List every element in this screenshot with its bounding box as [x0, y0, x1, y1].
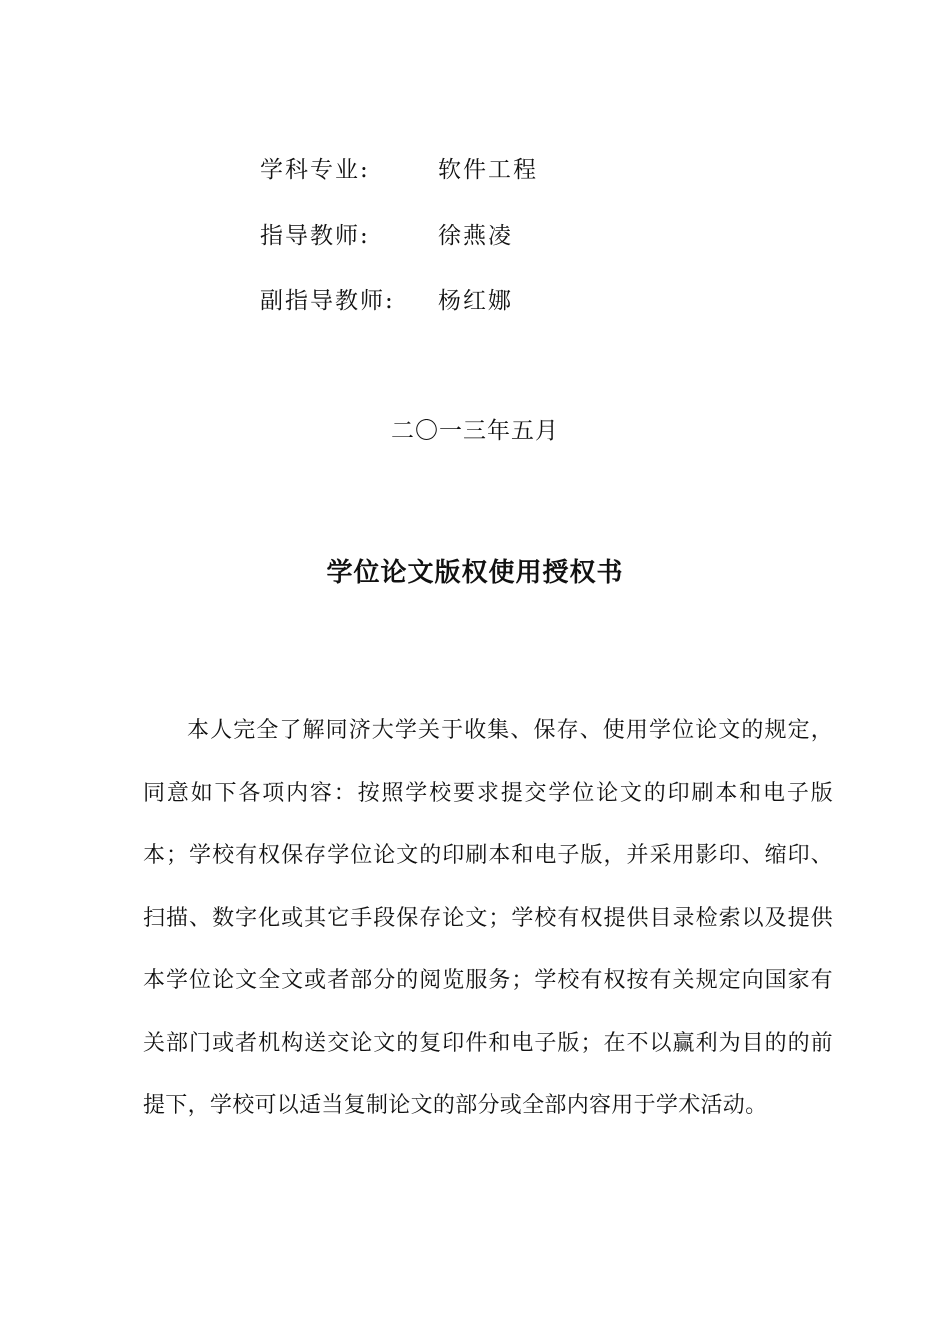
- thesis-date: 二〇一三年五月: [391, 418, 559, 444]
- major-value: 软件工程: [438, 157, 538, 183]
- major-label: 学科专业:: [260, 157, 370, 183]
- co-advisor-value: 杨红娜: [438, 288, 513, 314]
- advisor-label: 指导教师:: [260, 223, 370, 249]
- advisor-value: 徐燕凌: [438, 223, 513, 249]
- document-title: 学位论文版权使用授权书: [326, 558, 624, 588]
- co-advisor-label: 副指导教师:: [260, 288, 395, 314]
- authorization-paragraph: 本人完全了解同济大学关于收集、保存、使用学位论文的规定，同意如下各项内容：按照学校要求提交学位论文的印刷本和电子版本；学校有权保存学位论文的印刷本和电子版，并采用影印、缩印、扫描、数字化或其它手段保存论文；学校有权提供目录检索以及提供本学位论文全文或者部分的阅览服务；学校有权按有关规定向国家有关部门或者机构送交论文的复印件和电子版；在不以赢利为目的的前提下，学校可以适当复制论文的部分或全部内容用于学术活动。: [143, 718, 833, 1118]
